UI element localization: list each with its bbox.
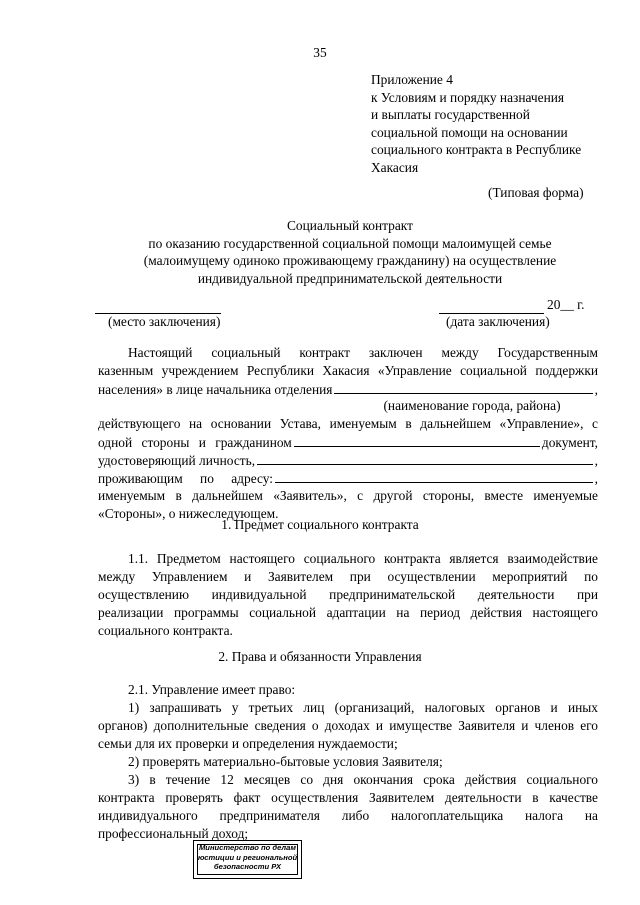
date-label: (дата заключения): [446, 314, 550, 329]
section-2-line: 2.1. Управление имеет право:: [128, 682, 296, 697]
stamp-line: безопасности РХ: [213, 862, 282, 872]
stamp-line: юстиции и региональной: [197, 852, 298, 862]
intro-text: ,: [594, 382, 598, 397]
section-1-line: между Управлением и Заявителем при осуществлении мероприятий по: [98, 569, 598, 584]
section-2-line: 2) проверять материально-бытовые условия Заявителя;: [128, 754, 443, 769]
intro-line: именуемым в дальнейшем «Заявитель», с другой стороны, вместе именуемые: [98, 488, 598, 503]
appendix-line: социального контракта в Республике: [371, 142, 582, 157]
section-1-line: реализации программы социальной адаптации на период действия настоящего: [98, 605, 598, 620]
section-2-line: индивидуального предпринимателя либо налогоплательщика налога на: [98, 808, 598, 823]
section-2-line: семьи для их проверки и определения нуждаемости;: [98, 736, 398, 751]
date-blank[interactable]: [439, 297, 544, 314]
document-title: [100, 217, 600, 287]
address-blank[interactable]: [275, 469, 593, 483]
intro-line-identity: [98, 451, 598, 470]
appendix-line: Приложение 4: [371, 72, 453, 87]
section-2-line: 3) в течение 12 месяцев со дня окончания срока действия социального: [128, 772, 598, 787]
appendix-note: [371, 71, 611, 176]
citizen-blank[interactable]: [294, 433, 540, 447]
appendix-line: и выплаты государственной: [371, 107, 530, 122]
intro-line: казенным учреждением Республики Хакасия «Управление социальной поддержки: [98, 363, 598, 378]
page-number: 35: [313, 45, 327, 60]
section-2-line: органов) дополнительные сведения о доходах и имуществе Заявителя и членов его: [98, 718, 598, 733]
intro-text: населения» в лице начальника отделения: [98, 382, 333, 397]
intro-text: ,: [594, 453, 598, 468]
appendix-line: Хакасия: [371, 159, 419, 175]
stamp-line: Министерство по делам: [198, 843, 296, 852]
place-blank[interactable]: [95, 297, 221, 314]
intro-line-address: [98, 469, 598, 488]
intro-text: удостоверяющий личность,: [98, 453, 256, 468]
section-1-line: 1.1. Предметом настоящего социального контракта является взаимодействие: [128, 551, 598, 566]
intro-line: действующего на основании Устава, именуемым в дальнейшем «Управление», с: [98, 416, 598, 431]
section-2-line: контракта проверять факт осуществления Заявителем деятельности в качестве: [98, 790, 598, 805]
section-1-line: социального контракта.: [98, 623, 233, 638]
intro-text: документ,: [541, 435, 598, 450]
intro-text: проживающим по адресу:: [98, 471, 273, 486]
title-line: (малоимущему одиноко проживающему гражданину) на осуществление: [143, 253, 557, 268]
intro-line-city: [98, 380, 598, 399]
city-blank[interactable]: [334, 380, 592, 394]
section-2-line: профессиональный доход;: [98, 826, 249, 841]
title-line: индивидуальной предпринимательской деятельности: [197, 270, 503, 286]
title-line: Социальный контракт: [286, 218, 413, 233]
intro-text: одной стороны и гражданином: [98, 435, 292, 450]
intro-line: Настоящий социальный контракт заключен между Государственным: [128, 345, 598, 360]
form-type-label: (Типовая форма): [488, 185, 584, 200]
intro-line: «Стороны», о нижеследующем.: [98, 506, 279, 521]
section-1-line: осуществлению индивидуальной предпринимательской деятельности при: [98, 587, 598, 602]
appendix-line: социальной помощи на основании: [371, 124, 568, 140]
appendix-line: к Условиям и порядку назначения: [371, 89, 565, 105]
intro-text: ,: [594, 471, 598, 486]
title-line: по оказанию государственной социальной помощи малоимущей семье: [148, 235, 552, 251]
section-1-heading: 1. Предмет социального контракта: [221, 517, 419, 532]
identity-blank[interactable]: [257, 451, 593, 465]
registration-stamp: [193, 840, 302, 879]
city-label: (наименование города, района): [383, 398, 561, 413]
section-2-heading: 2. Права и обязанности Управления: [218, 649, 422, 664]
section-2-line: 1) запрашивать у третьих лиц (организаций, налоговых органов и иных: [128, 700, 598, 715]
place-label: (место заключения): [108, 314, 221, 329]
intro-line-citizen: [98, 433, 598, 452]
year-text: 20__ г.: [547, 297, 585, 312]
